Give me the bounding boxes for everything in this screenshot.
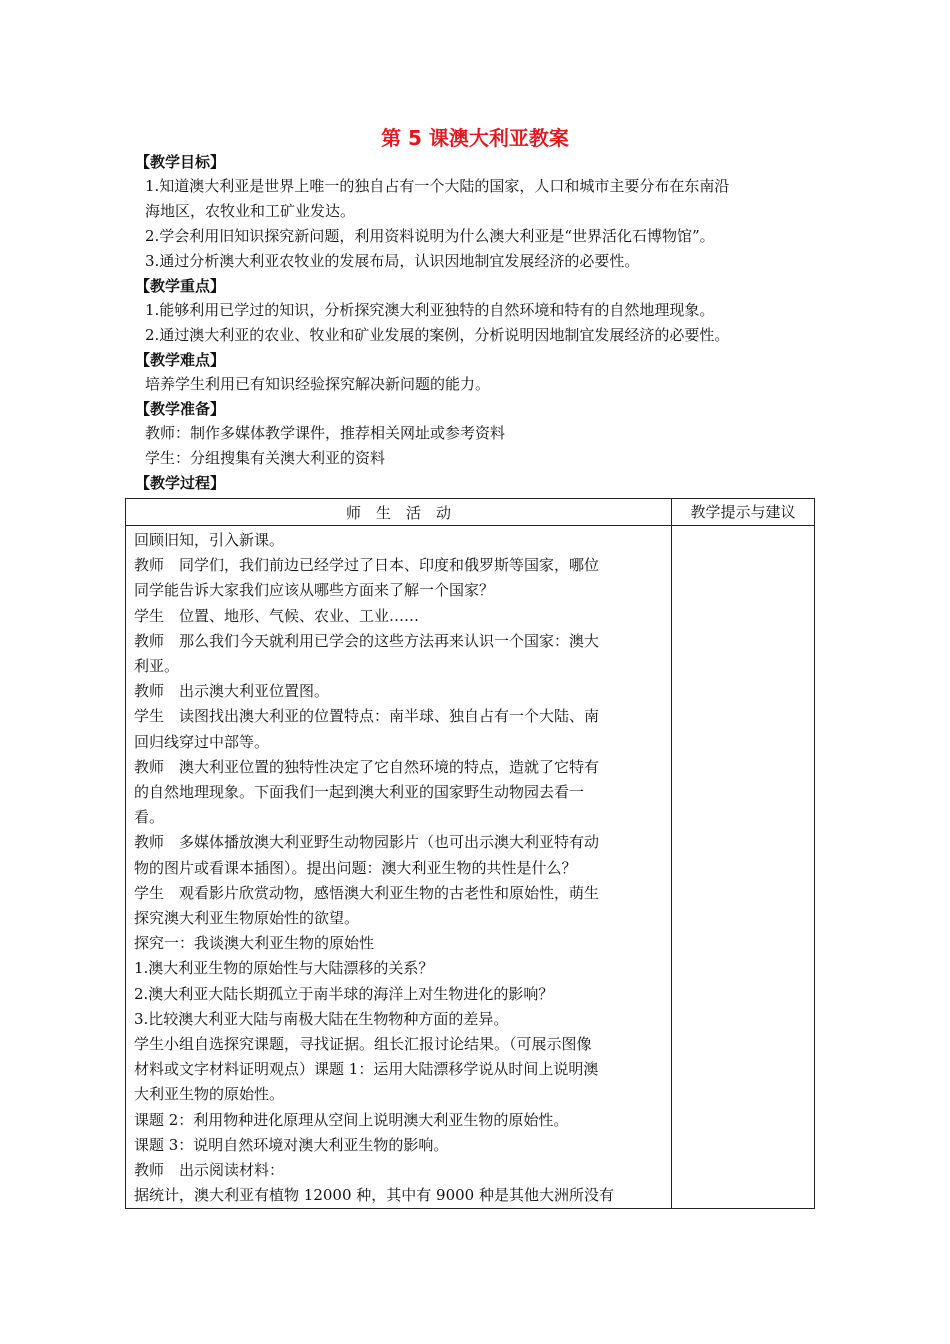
activity-line: 的自然地理现象。下面我们一起到澳大利亚的国家野生动物园去看一 <box>134 783 585 802</box>
activity-line: 大利亚生物的原始性。 <box>134 1085 285 1104</box>
objective-line: 2.学会利用旧知识探究新问题，利用资料说明为什么澳大利亚是“世界活化石博物馆”。 <box>145 227 715 245</box>
activity-line: 材料或文字材料证明观点）课题 1：运用大陆漂移学说从时间上说明澳 <box>134 1060 599 1079</box>
preparation-heading: 【教学准备】 <box>135 400 226 418</box>
activity-line: 教师 出示澳大利亚位置图。 <box>134 682 330 701</box>
process-heading: 【教学过程】 <box>135 474 226 492</box>
activity-line: 据统计，澳大利亚有植物 12000 种，其中有 9000 种是其他大洲所没有 <box>134 1186 614 1205</box>
objective-line: 3.通过分析澳大利亚农牧业的发展布局，认识因地制宜发展经济的必要性。 <box>145 252 640 270</box>
objective-line: 1.知道澳大利亚是世界上唯一的独自占有一个大陆的国家，人口和城市主要分布在东南沿 <box>145 177 730 195</box>
activity-line: 利亚。 <box>134 657 180 676</box>
activity-line: 物的图片或看课本插图）。提出问题：澳大利亚生物的共性是什么？ <box>134 858 577 877</box>
key-points-heading: 【教学重点】 <box>135 277 226 295</box>
difficulties-heading: 【教学难点】 <box>135 351 226 369</box>
key-point-line: 1.能够利用已学过的知识，分析探究澳大利亚独特的自然环境和特有的自然地理现象。 <box>145 301 715 319</box>
activity-line: 同学能告诉大家我们应该从哪些方面来了解一个国家？ <box>134 581 495 600</box>
activity-line: 回归线穿过中部等。 <box>134 732 270 751</box>
table-header-row <box>126 499 815 526</box>
teaching-process-table <box>125 498 815 1209</box>
activity-line: 学生 观看影片欣赏动物，感悟澳大利亚生物的古老性和原始性，萌生 <box>134 883 600 902</box>
activity-line: 教师 多媒体播放澳大利亚野生动物园影片（也可出示澳大利亚特有动 <box>134 833 600 852</box>
activity-line: 1.澳大利亚生物的原始性与大陆漂移的关系？ <box>134 959 434 978</box>
activity-line: 学生 读图找出澳大利亚的位置特点：南半球、独自占有一个大陆、南 <box>134 707 600 726</box>
difficulty-line: 培养学生利用已有知识经验探究解决新问题的能力。 <box>145 375 491 393</box>
header-activity: 师 生 活 动 <box>126 499 672 526</box>
activity-line: 教师 那么我们今天就利用已学会的这些方法再来认识一个国家：澳大 <box>134 631 600 650</box>
header-notes: 教学提示与建议 <box>671 499 814 526</box>
activity-line: 教师 澳大利亚位置的独特性决定了它自然环境的特点，造就了它特有 <box>134 757 600 776</box>
activity-line: 回顾旧知，引入新课。 <box>134 531 285 549</box>
activity-line: 课题 3：说明自然环境对澳大利亚生物的影响。 <box>134 1135 449 1154</box>
preparation-line: 教师：制作多媒体教学课件，推荐相关网址或参考资料 <box>145 424 506 442</box>
activity-line: 3.比较澳大利亚大陆与南极大陆在生物物种方面的差异。 <box>134 1009 509 1028</box>
key-point-line: 2.通过澳大利亚的农业、牧业和矿业发展的案例，分析说明因地制宜发展经济的必要性。 <box>145 326 730 344</box>
activity-line: 探究澳大利亚生物原始性的欲望。 <box>134 909 360 928</box>
page-title: 第 5 课澳大利亚教案 <box>381 126 569 150</box>
notes-cell <box>671 526 814 1209</box>
activity-line: 教师 同学们，我们前边已经学过了日本、印度和俄罗斯等国家，哪位 <box>134 556 600 575</box>
objectives-heading: 【教学目标】 <box>135 153 226 171</box>
preparation-line: 学生：分组搜集有关澳大利亚的资料 <box>145 449 386 467</box>
activity-line: 教师 出示阅读材料： <box>134 1161 285 1180</box>
activity-line: 学生小组自选探究课题，寻找证据。组长汇报讨论结果。（可展示图像 <box>134 1035 592 1054</box>
activity-line: 课题 2：利用物种进化原理从空间上说明澳大利亚生物的原始性。 <box>134 1110 569 1129</box>
objective-line: 海地区，农牧业和工矿业发达。 <box>145 202 356 220</box>
activity-line: 学生 位置、地形、气候、农业、工业…… <box>134 606 420 625</box>
document-body <box>135 150 825 495</box>
activity-line: 2.澳大利亚大陆长期孤立于南半球的海洋上对生物进化的影响？ <box>134 984 554 1003</box>
activity-line: 看。 <box>134 808 165 827</box>
activity-line: 探究一：我谈澳大利亚生物的原始性 <box>134 934 375 953</box>
table-row <box>126 526 815 1209</box>
activity-cell <box>126 526 672 1209</box>
